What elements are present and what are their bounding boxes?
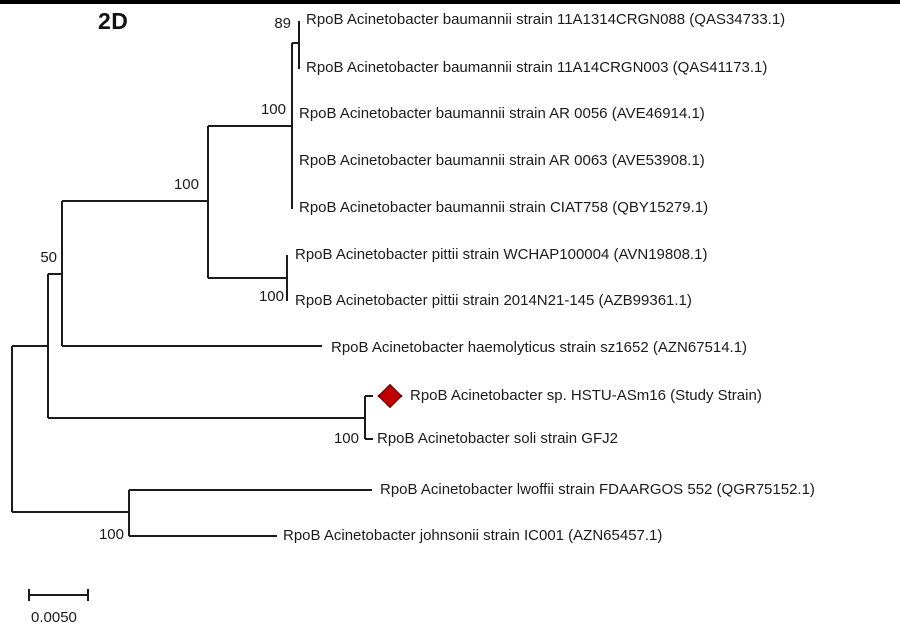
bootstrap-value: 50 [40,249,57,266]
bootstrap-value: 100 [98,526,124,543]
clade-hstu-soli-branches [48,396,373,439]
clade-baumannii-branches [292,21,299,209]
bootstrap-value: 100 [173,176,199,193]
taxon-label: RpoB Acinetobacter haemolyticus strain sz1652 (AZN67514.1) [331,339,748,356]
root-branches [12,274,62,512]
taxon-label: RpoB Acinetobacter baumannii strain AR 0056 (AVE46914.1) [299,105,705,122]
study-strain-diamond-icon [379,385,402,407]
taxon-label: RpoB Acinetobacter baumannii strain 11A1314CRGN088 (QAS34733.1) [306,11,786,28]
taxon-label: RpoB Acinetobacter johnsonii strain IC001 (AZN65457.1) [283,527,663,544]
bootstrap-value: 100 [333,430,359,447]
bootstrap-value: 100 [258,288,284,305]
taxon-label: RpoB Acinetobacter baumannii strain AR 0063 (AVE53908.1) [299,152,705,169]
taxon-label: RpoB Acinetobacter baumannii strain 11A14CRGN003 (QAS41173.1) [306,59,768,76]
taxon-label: RpoB Acinetobacter soli strain GFJ2 [377,430,618,447]
scale-bar-label: 0.0050 [31,609,77,626]
node50-branches [62,201,322,346]
bootstrap-value: 89 [274,15,291,32]
taxon-label: RpoB Acinetobacter lwoffii strain FDAARGOS 552 (QGR75152.1) [380,481,815,498]
taxon-label: RpoB Acinetobacter pittii strain WCHAP100004 (AVN19808.1) [295,246,708,263]
taxon-label-study-strain: RpoB Acinetobacter sp. HSTU-ASm16 (Study Strain) [410,387,762,404]
bootstrap-value: 100 [260,101,286,118]
taxon-label: RpoB Acinetobacter pittii strain 2014N21-145 (AZB99361.1) [295,292,692,309]
panel-label: 2D [98,8,129,34]
taxon-label: RpoB Acinetobacter baumannii strain CIAT758 (QBY15279.1) [299,199,709,216]
clade-baumannii-pittii-branches [208,126,292,278]
scale-bar [29,589,88,601]
